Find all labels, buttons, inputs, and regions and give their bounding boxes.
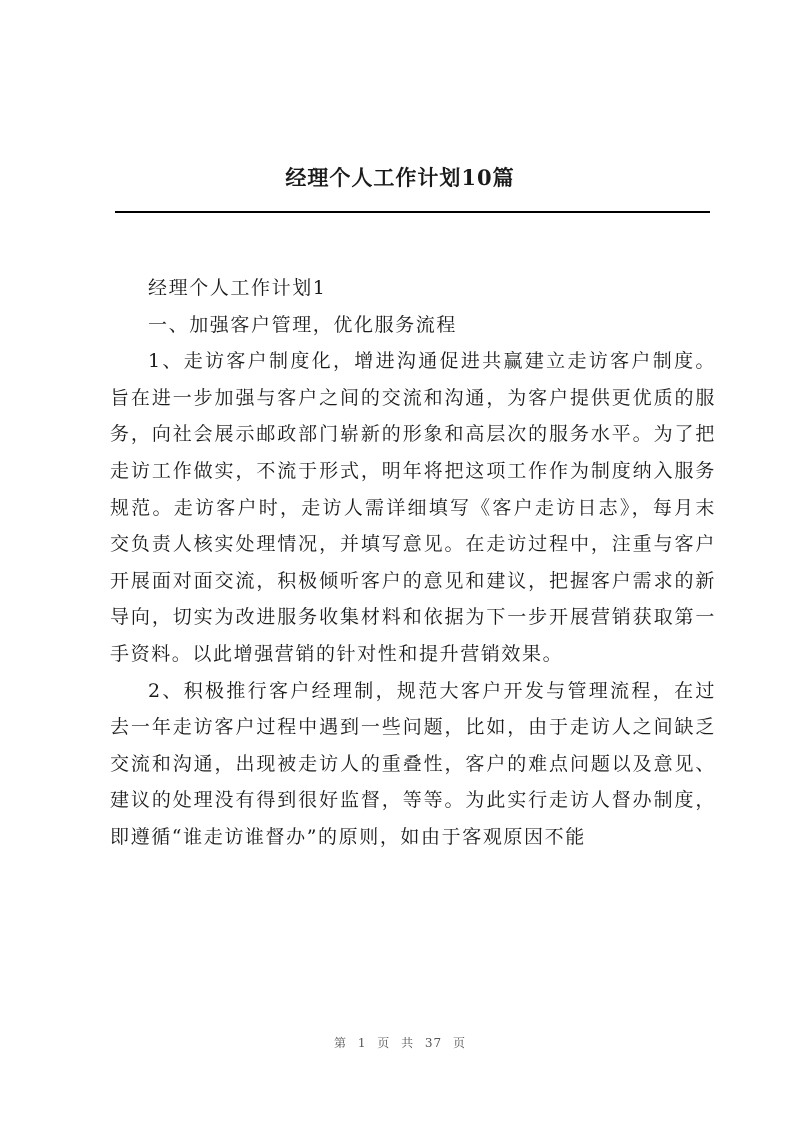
document-title: 经理个人工作计划10篇 — [285, 165, 515, 190]
document-body — [110, 270, 716, 856]
title-divider — [115, 211, 710, 213]
body-paragraph: 2、积极推行客户经理制，规范大客户开发与管理流程，在过去一年走访客户过程中遇到一些问题，比如，由于走访人之间缺乏交流和沟通，出现被走访人的重叠性，客户的难点问题以及意见、建议的处理没有得到很好监督，等等。为此实行走访人督办制度，即遵循“谁走访谁督办”的原则，如由于客观原因不能 — [110, 679, 716, 848]
page-number-footer: 第 1 页 共 37 页 — [334, 1036, 466, 1050]
body-paragraph: 1、走访客户制度化，增进沟通促进共赢建立走访客户制度。旨在进一步加强与客户之间的交流和沟通，为客户提供更优质的服务，向社会展示邮政部门崭新的形象和高层次的服务水平。为了把走访工作做实，不流于形式，明年将把这项工作作为制度纳入服务规范。走访客户时，走访人需详细填写《客户走访日志》，每月末交负责人核实处理情况，并填写意见。在走访过程中，注重与客户开展面对面交流，积极倾听客户的意见和建议，把握客户需求的新导向，切实为改进服务收集材料和依据为下一步开展营销获取第一手资料。以此增强营销的针对性和提升营销效果。 — [110, 350, 716, 665]
subsection-heading: 一、加强客户管理，优化服务流程 — [148, 313, 458, 336]
section-heading: 经理个人工作计划1 — [148, 277, 327, 299]
